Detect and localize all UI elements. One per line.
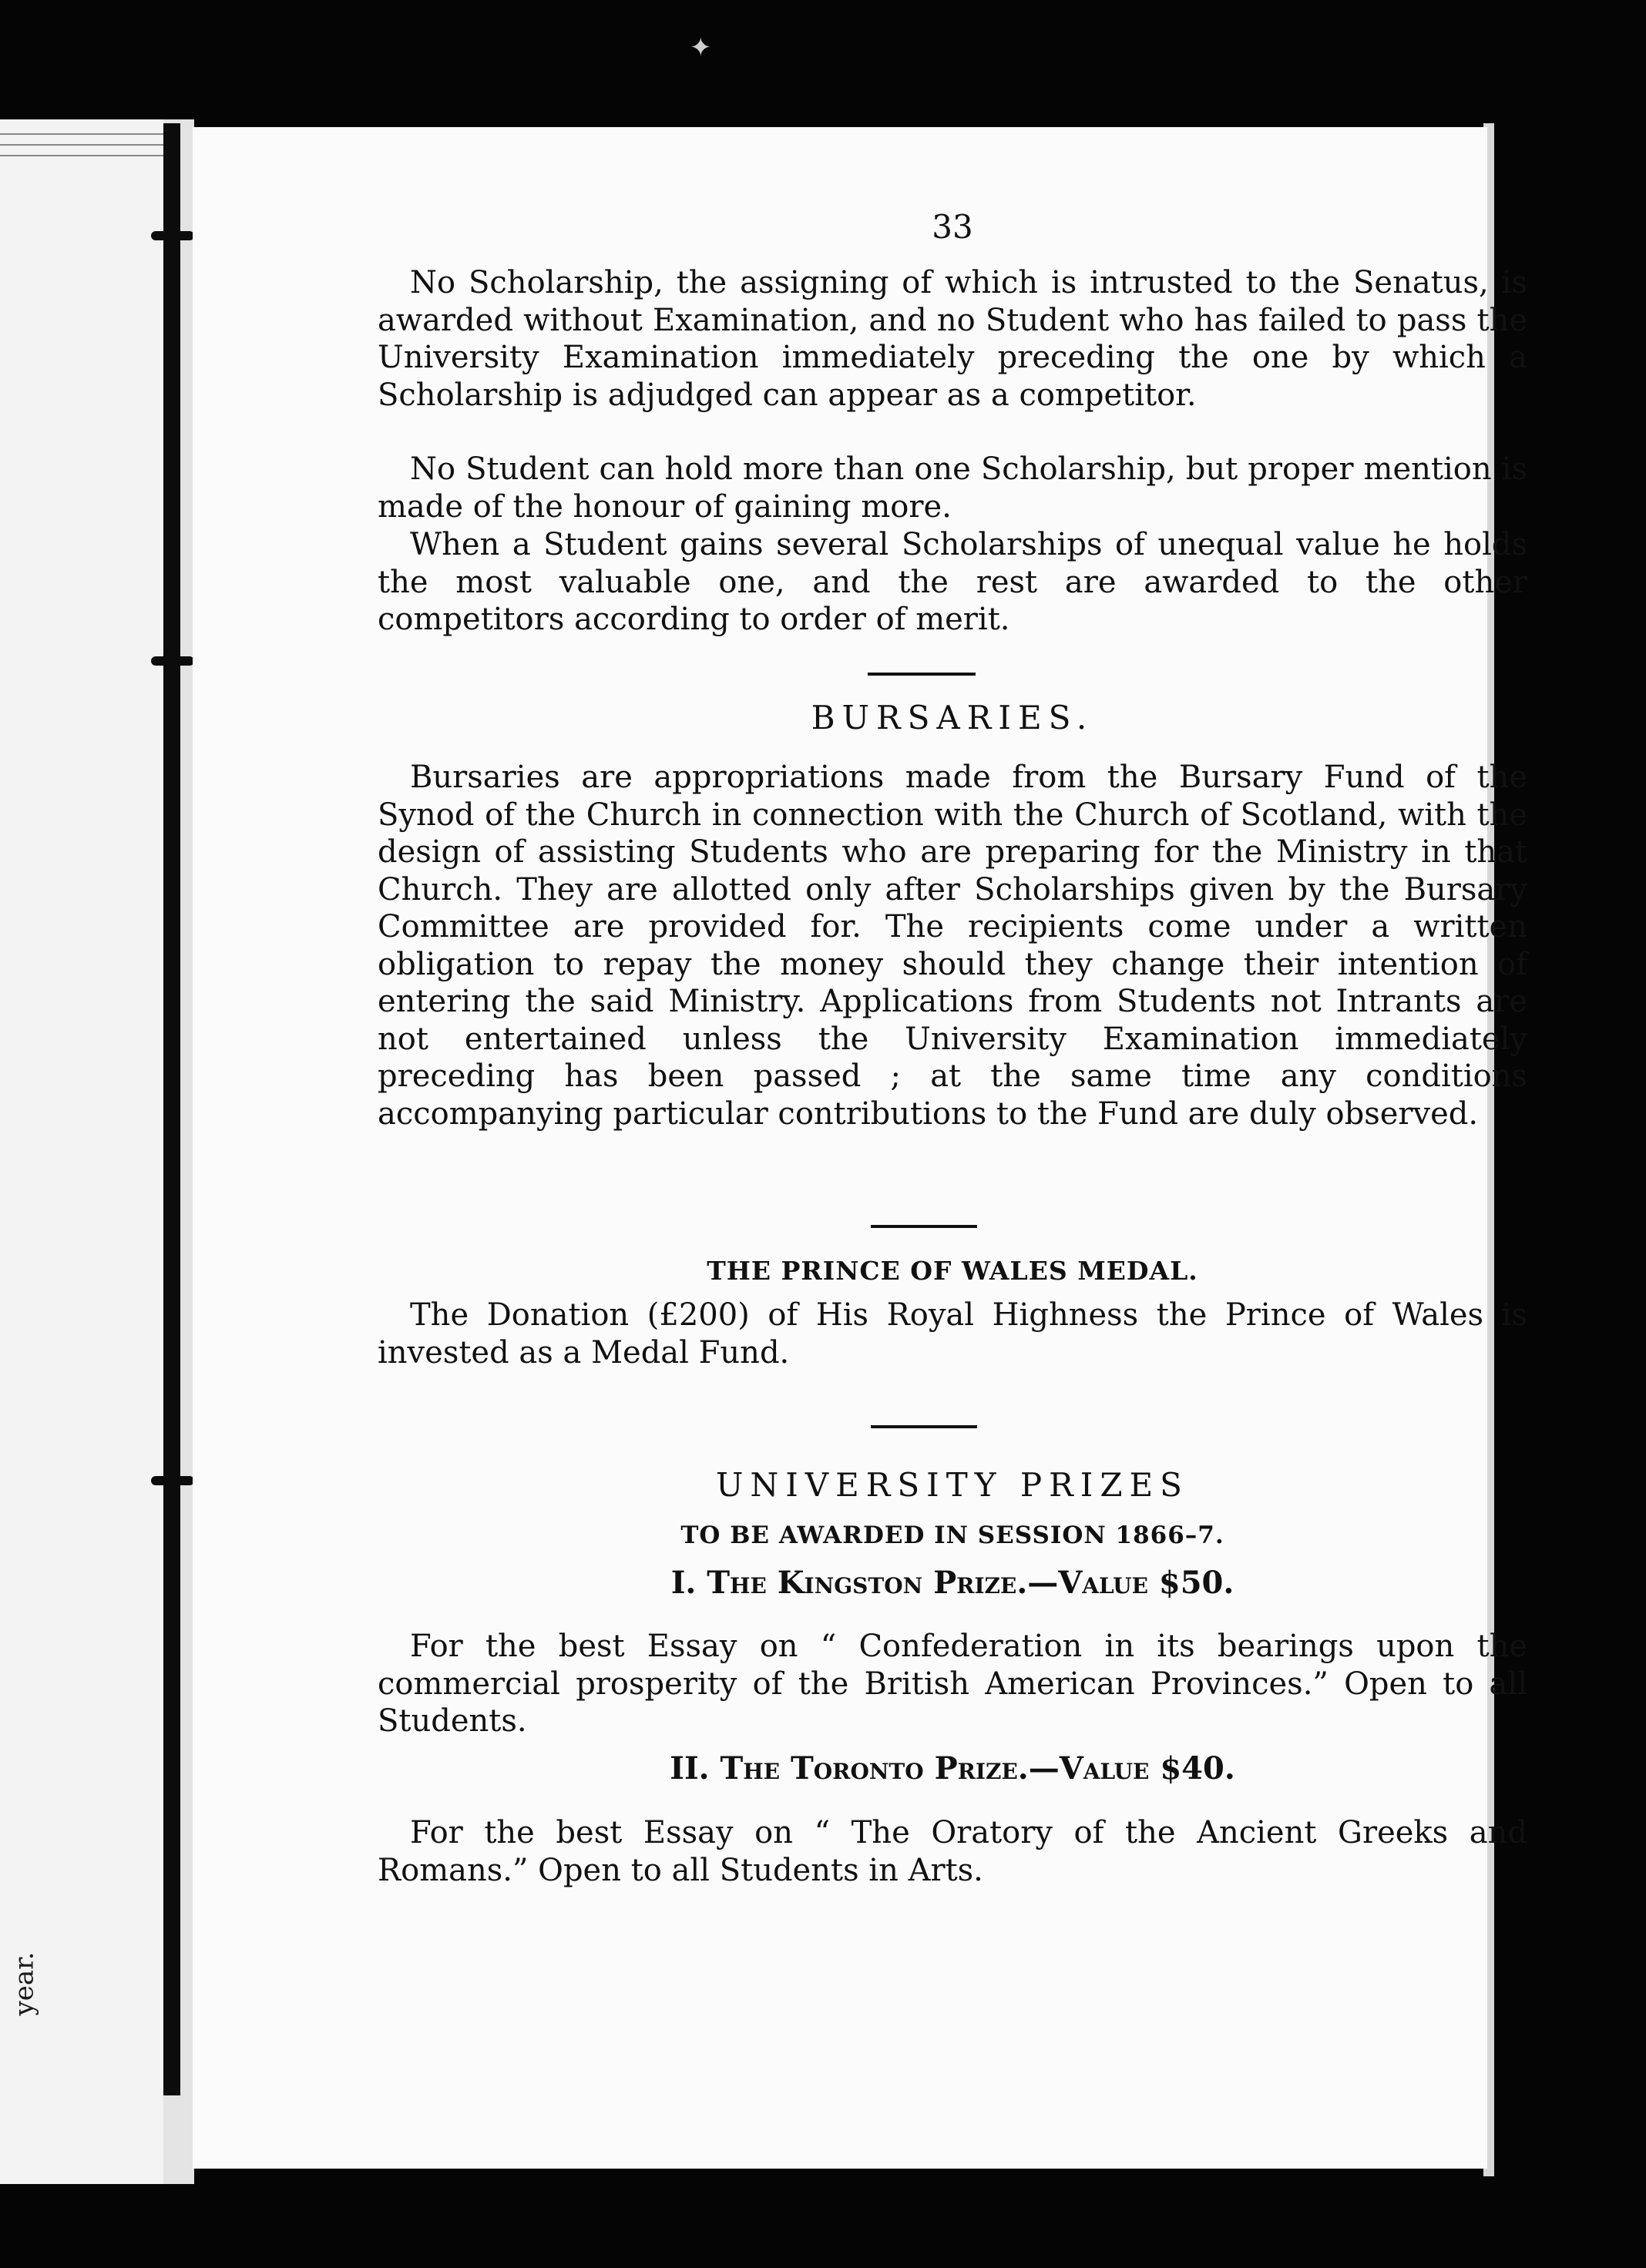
left-page-line: [0, 155, 163, 156]
prize-title: II. The Toronto Prize.—Value $40.: [670, 1750, 1235, 1787]
bursaries-heading: BURSARIES.: [811, 699, 1094, 736]
bursaries-paragraph: Bursaries are appropriations made from the Bursary Fund of the Synod of the Church in connection with the Church of Scotland, with the design of assisting Students who are preparing for the Ministry in that Church. They are allotted only after Scholarships given by the Bursary Committee are provided for. The recipients come under a written obligation to repay the money should they change their intention of entering the said Ministry. Applications from Students not Intrants are not entertained unless the University Examination immediately preceding has been passed ; at the same time any conditions accompanying particular contributions to the Fund are duly observed.: [378, 760, 1527, 1132]
left-page-margin-word: year.: [8, 1951, 40, 2016]
scholarship-paragraph: When a Student gains several Scholarships of unequal value he holds the most valuable one, and the rest are awarded to the other competitors according to order of merit.: [378, 527, 1527, 637]
binding-knot: [151, 656, 194, 666]
prize-description: For the best Essay on “ The Oratory of the Ancient Greeks and Romans.” Open to all Students in Arts.: [378, 1815, 1527, 1888]
binding-knot: [151, 1476, 194, 1485]
section-rule: [868, 673, 976, 676]
scan-speck: ✦: [690, 32, 712, 63]
prizes-heading: UNIVERSITY PRIZES: [716, 1466, 1189, 1504]
scholarship-paragraph: No Student can hold more than one Scholarship, but proper mention is made of the honour of gaining more.: [378, 451, 1527, 525]
prize-description: For the best Essay on “ Confederation in its bearings upon the commercial prosperity of the British American Provinces.” Open to all Students.: [378, 1629, 1527, 1739]
left-page-line: [0, 144, 163, 146]
section-rule: [871, 1225, 977, 1228]
binding-knot: [151, 231, 194, 240]
medal-paragraph: The Donation (£200) of His Royal Highness the Prince of Wales is invested as a Medal Fund.: [378, 1297, 1527, 1371]
prize-title: I. The Kingston Prize.—Value $50.: [670, 1565, 1234, 1601]
left-page-line: [0, 133, 163, 135]
binding-thread: [163, 123, 180, 2095]
section-rule: [871, 1425, 977, 1428]
left-page: [0, 119, 163, 2184]
scholarship-paragraph: No Scholarship, the assigning of which is intrusted to the Senatus, is awarded without Examination, and no Student who has failed to pass the University Examination immediately preceding the one by which a Scholarship is adjudged can appear as a competitor.: [378, 265, 1527, 413]
page-number: 33: [932, 208, 973, 246]
medal-heading: THE PRINCE OF WALES MEDAL.: [707, 1256, 1198, 1286]
prizes-subheading: TO BE AWARDED IN SESSION 1866–7.: [680, 1522, 1224, 1549]
book-page: [193, 127, 1527, 2169]
